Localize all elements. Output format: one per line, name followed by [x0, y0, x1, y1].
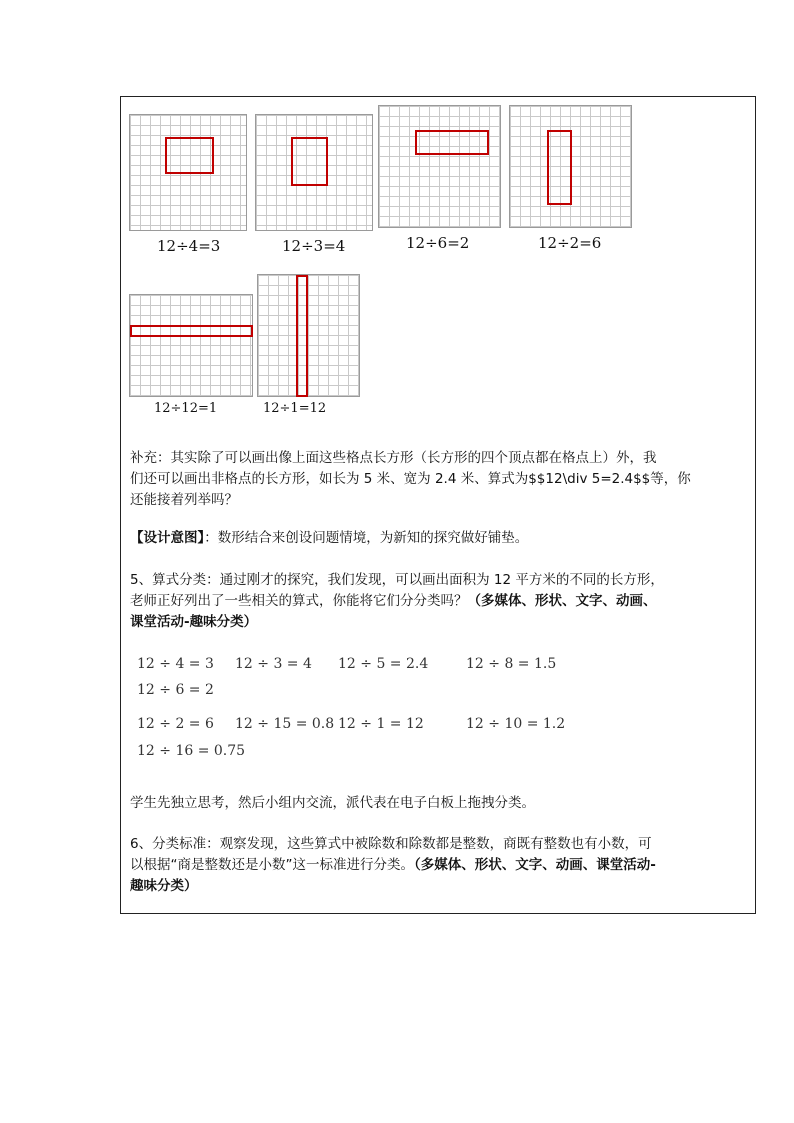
equation: 12 ÷ 4 = 3: [137, 656, 214, 672]
step-6-line-3-bold: 趣味分类）: [130, 878, 198, 894]
design-intent-text: ：数形结合来创设问题情境，为新知的探究做好铺垫。: [204, 530, 529, 546]
step-5-line-2: [130, 591, 748, 612]
figure-caption-1: 12÷4=3: [157, 237, 221, 255]
rectangle-3x4: [291, 137, 328, 186]
step-5-line-2-text: 老师正好列出了一些相关的算式，你能将它们分分类吗？: [130, 593, 468, 609]
equation: 12 ÷ 10 = 1.2: [466, 716, 566, 732]
equation: 12 ÷ 2 = 6: [137, 716, 214, 732]
step-6-line-1: 6、分类标准：观察发现，这些算式中被除数和除数都是整数，商既有整数也有小数，可: [130, 836, 652, 852]
rectangle-2x6: [547, 130, 572, 205]
supplement-paragraph: [130, 448, 748, 511]
grid-figure-2: [255, 114, 373, 231]
step-5-line-3-bold: 课堂活动-趣味分类）: [130, 614, 258, 630]
design-intent-label: 【设计意图】: [130, 530, 205, 546]
equation: 12 ÷ 5 = 2.4: [338, 656, 429, 672]
figure-caption-3: 12÷6=2: [406, 234, 470, 252]
figure-caption-6: 12÷1=12: [263, 401, 327, 416]
grid-figure-3: [378, 105, 501, 228]
grid-figure-5: [129, 294, 253, 397]
step-5-paragraph: [130, 570, 748, 633]
step-5-line-2-bold: （多媒体、形状、文字、动画、: [467, 593, 657, 609]
step-6-line-2: [130, 855, 748, 876]
supplement-line-2: 们还可以画出非格点的长方形，如长为 5 米、宽为 2.4 米、算式为$$12\div 5=2.4$$等，你: [130, 471, 691, 487]
rectangle-12x1: [130, 325, 253, 337]
figure-caption-5: 12÷12=1: [154, 401, 218, 416]
supplement-line-1: 补充：其实除了可以画出像上面这些格点长方形（长方形的四个顶点都在格点上）外，我: [130, 450, 657, 466]
rectangle-6x2: [415, 130, 489, 155]
grid-figure-6: [257, 274, 360, 397]
figure-caption-4: 12÷2=6: [538, 234, 602, 252]
step-6-line-2-bold: （多媒体、形状、文字、动画、课堂活动-: [414, 857, 656, 873]
rectangle-1x12: [296, 275, 308, 397]
grid-figure-4: [509, 105, 632, 228]
step-6-line-3: [130, 876, 748, 897]
figure-caption-2: 12÷3=4: [282, 237, 346, 255]
equation: 12 ÷ 8 = 1.5: [466, 656, 557, 672]
step-5-line-3: [130, 612, 748, 633]
step-6-line-2-text: 以根据“商是整数还是小数”这一标准进行分类。: [130, 857, 414, 873]
equation: 12 ÷ 16 = 0.75: [137, 743, 246, 759]
supplement-line-3: 还能接着列举吗？: [130, 492, 238, 508]
step-5-line-1: 5、算式分类：通过刚才的探究，我们发现，可以画出面积为 12 平方米的不同的长方形，: [130, 572, 664, 588]
design-intent: [130, 528, 748, 549]
equation: 12 ÷ 1 = 12: [338, 716, 424, 732]
rectangle-4x3: [165, 137, 214, 174]
equation: 12 ÷ 15 = 0.8: [235, 716, 335, 732]
equation: 12 ÷ 3 = 4: [235, 656, 312, 672]
activity-paragraph: 学生先独立思考，然后小组内交流，派代表在电子白板上拖拽分类。: [130, 795, 535, 811]
step-6-paragraph: [130, 834, 748, 897]
grid-figure-1: [129, 114, 247, 231]
equation: 12 ÷ 6 = 2: [137, 682, 214, 698]
